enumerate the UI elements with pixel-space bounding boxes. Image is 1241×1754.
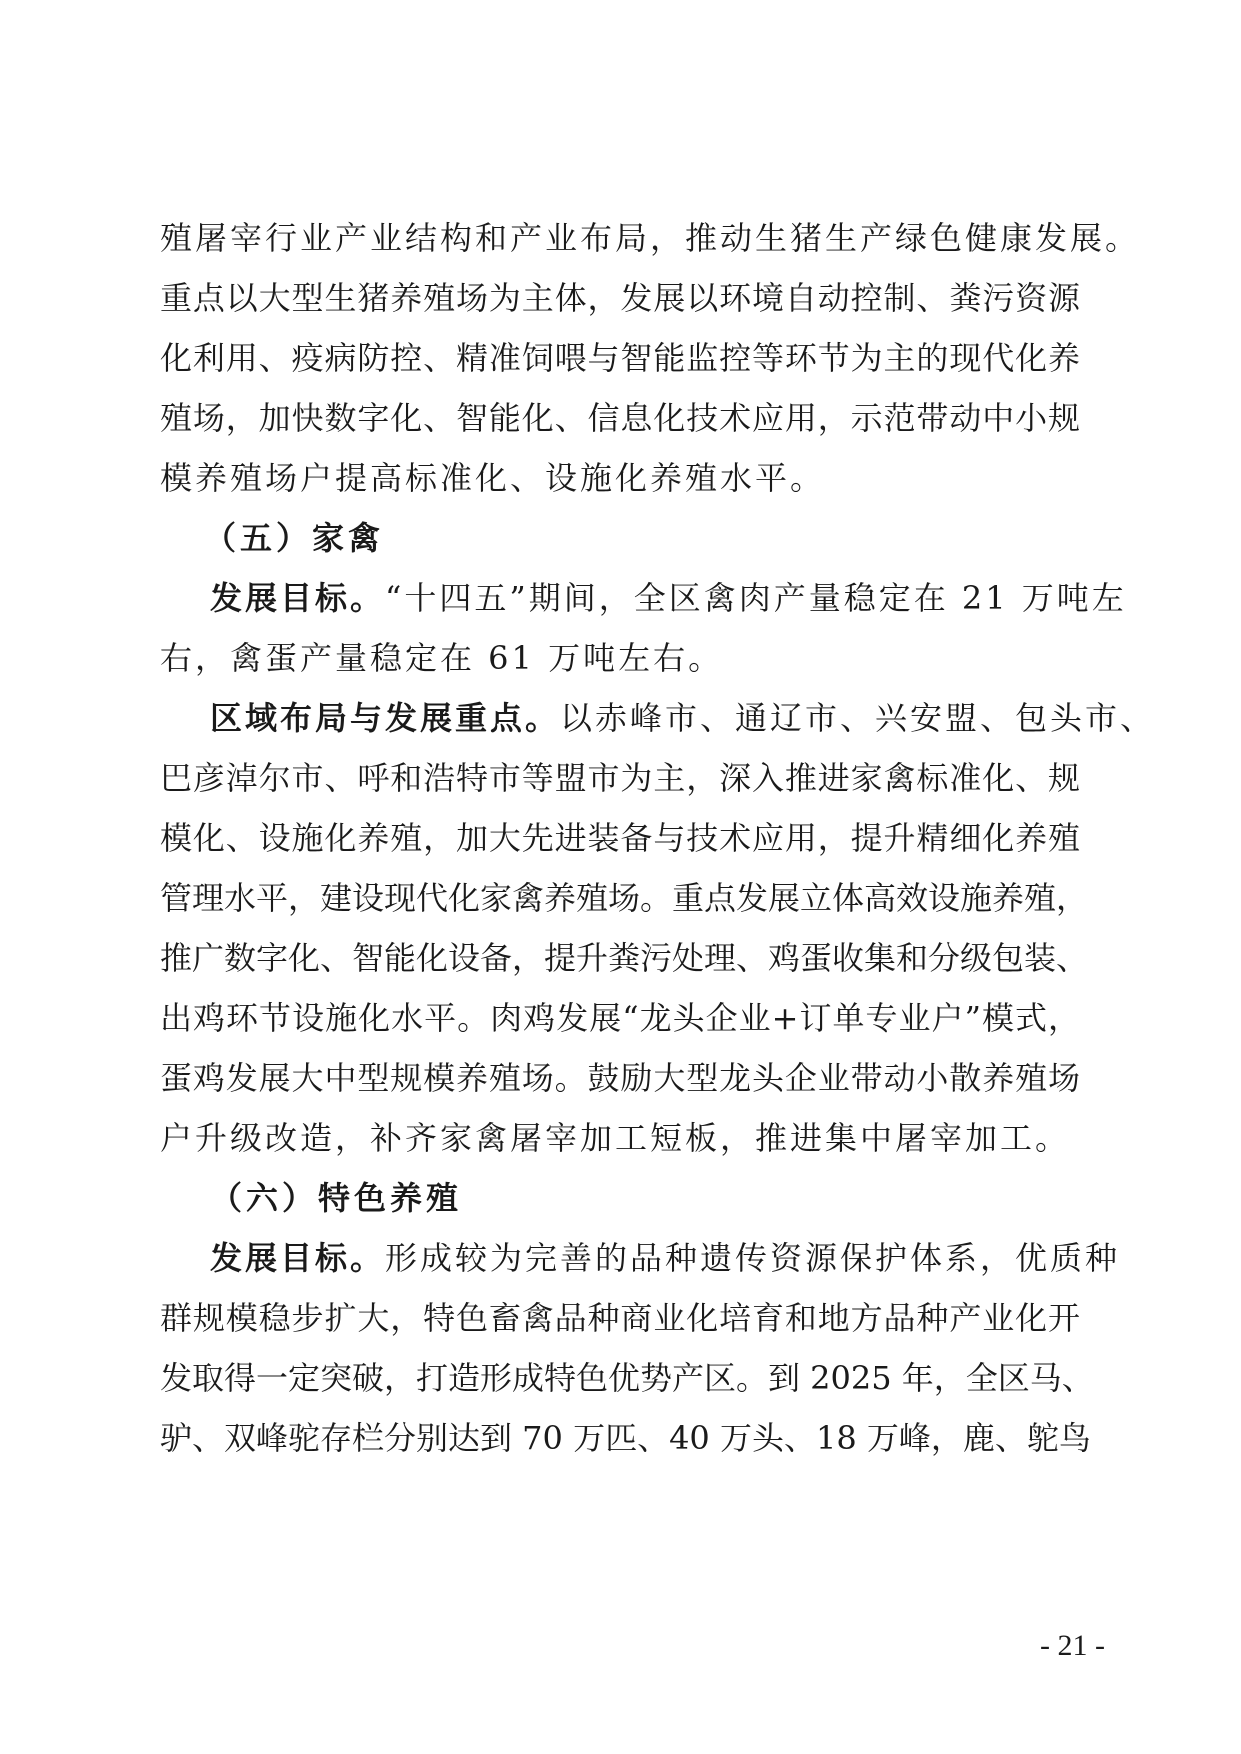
paragraph-line: 驴、双峰驼存栏分别达到 70 万匹、40 万头、18 万峰，鹿、鸵鸟 — [160, 1419, 1091, 1457]
paragraph-line: 右，禽蛋产量稳定在 61 万吨左右。 — [160, 639, 724, 677]
paragraph-line: 重点以大型生猪养殖场为主体，发展以环境自动控制、粪污资源 — [160, 279, 1080, 317]
paragraph-line: 巴彦淖尔市、呼和浩特市等盟市为主，深入推进家禽标准化、规 — [160, 759, 1080, 797]
paragraph-line: 户升级改造，补齐家禽屠宰加工短板，推进集中屠宰加工。 — [160, 1119, 1071, 1157]
section-heading: （五）家禽 — [204, 519, 385, 557]
paragraph-line: 管理水平，建设现代化家禽养殖场。重点发展立体高效设施养殖， — [160, 879, 1089, 917]
paragraph-text: 以赤峰市、通辽市、兴安盟、包头市、 — [560, 699, 1156, 737]
paragraph-text: “十四五”期间，全区禽肉产量稳定在 21 万吨左 — [385, 579, 1127, 617]
paragraph-line: 殖屠宰行业产业结构和产业布局，推动生猪生产绿色健康发展。 — [160, 219, 1141, 257]
paragraph-line: 模化、设施化养殖，加大先进装备与技术应用，提升精细化养殖 — [160, 819, 1080, 857]
paragraph-line — [210, 1238, 1121, 1278]
paragraph-line: 蛋鸡发展大中型规模养殖场。鼓励大型龙头企业带动小散养殖场 — [160, 1059, 1080, 1097]
paragraph-line — [210, 578, 1127, 618]
paragraph-line: 模养殖场户提高标准化、设施化养殖水平。 — [160, 459, 826, 497]
paragraph-line: 出鸡环节设施化水平。肉鸡发展“龙头企业+订单专业户”模式， — [160, 999, 1080, 1037]
paragraph-label: 发展目标。 — [210, 579, 386, 617]
paragraph-line: 群规模稳步扩大，特色畜禽品种商业化培育和地方品种产业化开 — [160, 1299, 1080, 1337]
paragraph-line: 发取得一定突破，打造形成特色优势产区。到 2025 年，全区马、 — [160, 1359, 1094, 1397]
page-number: - 21 - — [1040, 1629, 1105, 1662]
section-heading: （六）特色养殖 — [210, 1179, 463, 1217]
paragraph-line: 推广数字化、智能化设备，提升粪污处理、鸡蛋收集和分级包装、 — [160, 939, 1089, 977]
paragraph-line — [210, 698, 1156, 738]
paragraph-label: 区域布局与发展重点。 — [210, 699, 561, 737]
paragraph-label: 发展目标。 — [210, 1239, 386, 1277]
paragraph-line: 化利用、疫病防控、精准饲喂与智能监控等环节为主的现代化养 — [160, 339, 1080, 377]
paragraph-text: 形成较为完善的品种遗传资源保护体系，优质种 — [385, 1239, 1121, 1277]
paragraph-line: 殖场，加快数字化、智能化、信息化技术应用，示范带动中小规 — [160, 399, 1080, 437]
